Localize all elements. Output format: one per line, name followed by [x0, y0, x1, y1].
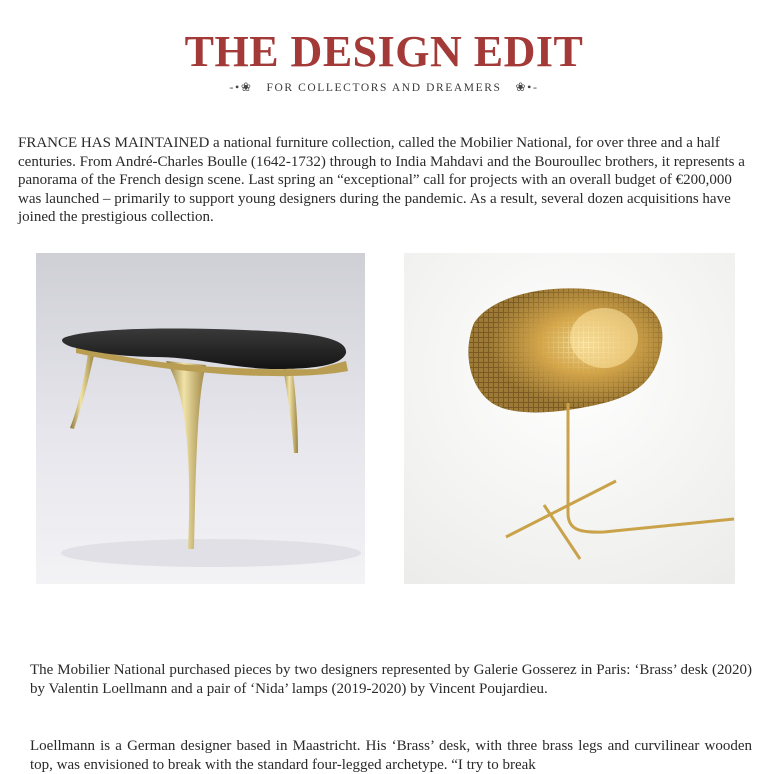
ornament-left-icon: -•❀ — [229, 80, 253, 94]
body-paragraph-1: The Mobilier National purchased pieces by two designers represented by Galerie Gosserez in Paris: ‘Brass’ desk (2020) by Valentin Loellmann and a pair of ‘Nida’ lamps (2019-2020) by Vincent Poujardieu. — [30, 662, 752, 697]
masthead-tagline: FOR COLLECTORS AND DREAMERS — [266, 81, 502, 94]
ornament-right-icon: ❀•- — [515, 80, 539, 94]
body-paragraph-2: Loellmann is a German designer based in Maastricht. His ‘Brass’ desk, with three brass legs and curvilinear wooden top, was envisioned to break with the standard four-legged archetype. “I try to break — [30, 738, 752, 773]
masthead — [0, 27, 768, 95]
masthead-title: THE DESIGN EDIT — [184, 27, 584, 76]
nida-lamp-photo — [404, 253, 735, 584]
brass-desk-photo — [36, 253, 365, 584]
masthead-tagline-row — [0, 80, 768, 95]
intro-paragraph: FRANCE HAS MAINTAINED a national furniture collection, called the Mobilier National, for over three and a half centuries. From André-Charles Boulle (1642-1732) through to India Mahdavi and the Bouroullec brothers, it represents a panorama of the French design scene. Last spring an “exceptional” call for projects with an overall budget of €200,000 was launched – primarily to support young designers during the pandemic. As a result, several dozen acquisitions have joined the prestigious collection. — [18, 135, 745, 225]
